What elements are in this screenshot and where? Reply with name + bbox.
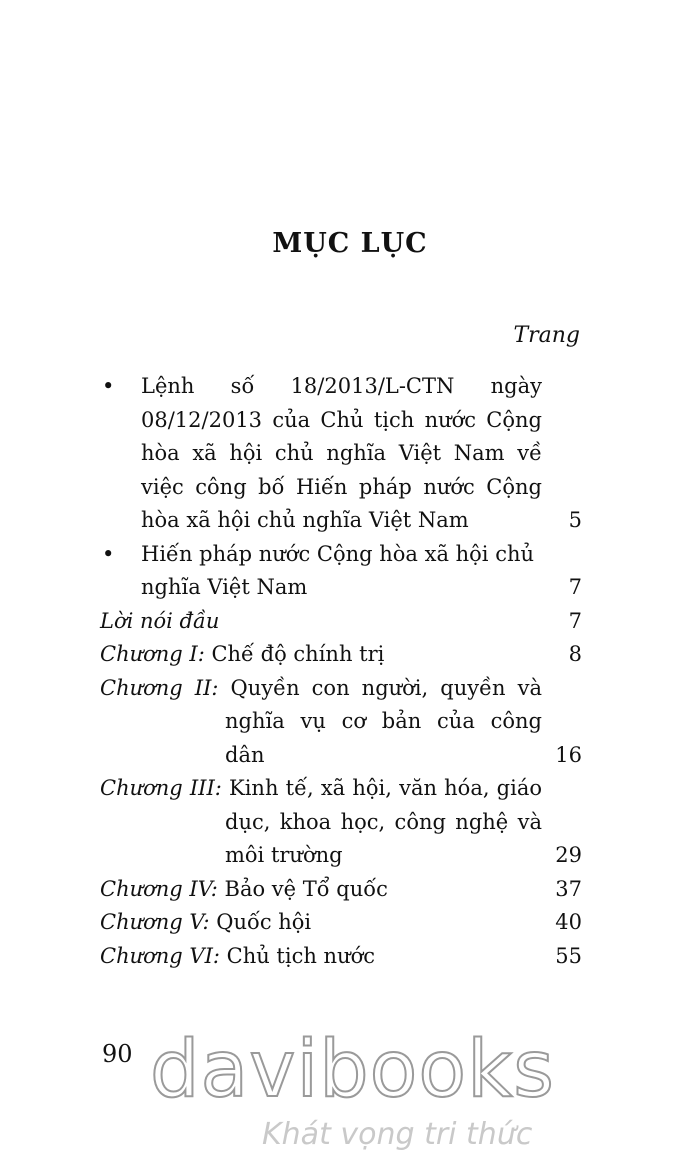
chapter-label: Chương I: — [100, 642, 205, 666]
toc-entry-page: 37 — [555, 876, 582, 901]
chapter-label: Chương III: — [100, 776, 222, 800]
chapter-label: Chương II: — [100, 675, 219, 700]
toc-entry-page: 8 — [568, 642, 582, 666]
toc-entry-chapter-2 — [100, 672, 582, 773]
chapter-title: Quyền con người, quyền và nghĩa vụ cơ bản của công dân — [225, 675, 542, 767]
bullet-icon: • — [102, 374, 115, 398]
toc-entry-page: 7 — [568, 608, 582, 633]
toc-entry-chapter-3 — [100, 772, 582, 873]
page-number: 90 — [102, 1040, 133, 1068]
toc-entry-page: 29 — [555, 843, 582, 867]
chapter-label: Chương IV: — [100, 876, 218, 901]
toc-entry-chapter-1 — [100, 638, 582, 672]
page-column-label: Trang — [513, 323, 580, 348]
chapter-title: Chế độ chính trị — [211, 642, 385, 666]
watermark-logo: davibooks — [150, 1025, 555, 1115]
chapter-title: Chủ tịch nước — [226, 943, 376, 968]
chapter-title: Bảo vệ Tổ quốc — [224, 876, 388, 901]
toc-entry-page: 7 — [568, 575, 582, 599]
watermark-tagline: Khát vọng tri thức — [262, 1117, 533, 1152]
chapter-label: Chương V: — [100, 910, 210, 934]
toc-entry-text: Lệnh số 18/2013/L-CTN ngày 08/12/2013 của Chủ tịch nước Cộng hòa xã hội chủ nghĩa Việt Nam về việc công bố Hiến pháp nước Cộng hòa xã hội chủ nghĩa Việt Nam — [141, 374, 542, 532]
table-of-contents — [100, 370, 582, 973]
page-title: MỤC LỤC — [272, 228, 428, 259]
toc-entry-chapter-6 — [100, 940, 582, 974]
toc-entry-page: 16 — [555, 742, 582, 767]
toc-entry-chapter-4 — [100, 873, 582, 907]
toc-entry-text: Lời nói đầu — [100, 608, 220, 633]
chapter-label: Chương VI: — [100, 943, 220, 968]
toc-entry-page: 5 — [568, 508, 582, 532]
bullet-icon: • — [102, 541, 115, 566]
toc-entry-text: Hiến pháp nước Cộng hòa xã hội chủ nghĩa Việt Nam — [141, 541, 535, 599]
chapter-title: Kinh tế, xã hội, văn hóa, giáo dục, khoa học, công nghệ và môi trường — [225, 776, 542, 867]
toc-entry-decree — [100, 370, 582, 538]
toc-entry-constitution — [100, 538, 582, 605]
toc-entry-page: 40 — [555, 910, 582, 934]
toc-entry-preface — [100, 605, 582, 639]
toc-entry-chapter-5 — [100, 906, 582, 940]
chapter-title: Quốc hội — [216, 910, 312, 934]
toc-entry-page: 55 — [555, 943, 582, 968]
